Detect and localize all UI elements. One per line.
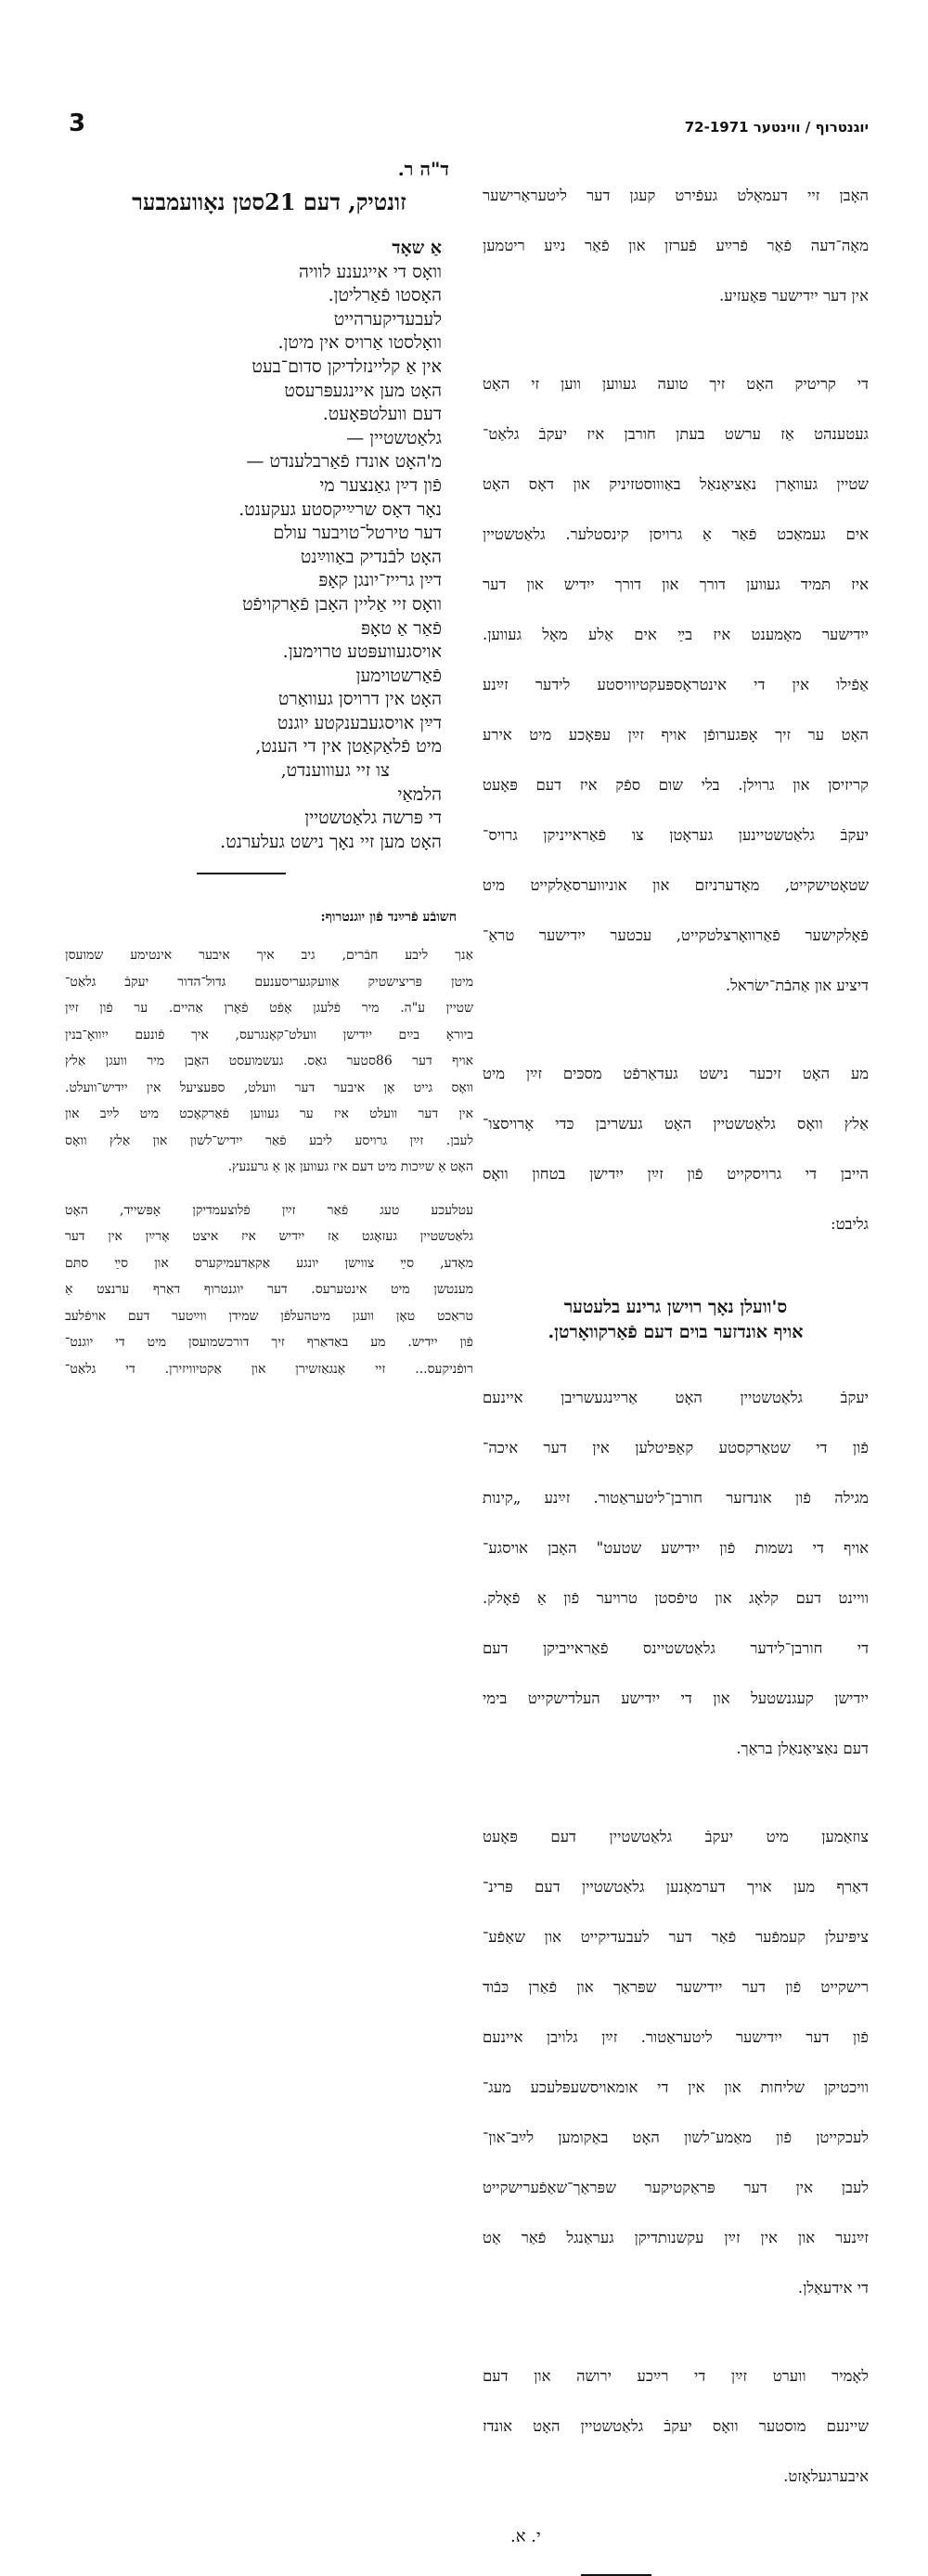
text-line: וויינט דעם קלאָג און טיפֿסטן טרויער פֿון אַ פֿאָלק.	[483, 1589, 869, 1607]
text-line: לעבן אין דער פּראַקטיקער שפּראַך־שאַפֿערישקייט	[483, 2179, 869, 2196]
poem-line: מ'האָט אונדז פֿאַרבלענדט —	[246, 451, 442, 472]
poem-line: דײַן גרייז־יונגן קאָפּ	[318, 570, 442, 591]
poem-line: האָט מען זיי נאָך נישט געלערנט.	[220, 831, 442, 852]
poem-line: גלאַטשטיין —	[346, 427, 442, 448]
text-line: צוזאַמען מיט יעקבֿ גלאַטשטיין דעם פּאָעט	[483, 1828, 869, 1845]
text-line: אַנך ליבע חבֿרים, גיב איך איבער אינטימע שמועסן	[65, 948, 473, 964]
poem-line: נאָר דאָס שרײַיקסטע געקענט.	[238, 498, 442, 520]
text-line: האָבן זיי דעמאָלט געפֿירט קעגן דער ליטעראַרישער	[483, 187, 869, 204]
left-column	[65, 158, 473, 1399]
text-line: ביוראָ בײַם ייִדישן וועלט־קאָנגרעס, איך פֿונעם ייִוואָ־בנין	[65, 1027, 473, 1042]
poem-line: האָסטו פֿאַרליטן.	[328, 285, 442, 306]
critique-paragraph	[483, 346, 869, 1023]
text-line: ייִדישן קעגנשטעל און די ייִדישע העלדישקייט בימי	[483, 1689, 869, 1707]
poem-line: צו זיי געוווענדט,	[280, 760, 390, 782]
poem-line: פֿאַר אַ טאָפּ	[360, 617, 442, 639]
text-line: ייִדישער מאָמענט איז בײַ אים אַלע מאָל געווען.	[483, 626, 869, 643]
quote-line: אויף אונדזער בוים דעם פֿאַרקוואָרטן.	[548, 1322, 804, 1342]
text-line: דעם נאַציאָנאַלן בראַך.	[736, 1740, 869, 1757]
text-line: האָט אַ שײַכות מיט דעם איז געווען אָן אַ גרענעץ.	[227, 1159, 473, 1175]
text-line: יעקבֿ גלאַטשטיינען געראָטן צו פֿאַראייניקן גרויס־	[483, 826, 869, 844]
text-line: אין דער ייִדישער פּאָעזיע.	[719, 287, 869, 304]
text-line: פֿון ייִדיש. מע באַדאַרף זיך דורכשמועסן מיט די יוגנט־	[65, 1335, 473, 1351]
text-line: איבערגעלאָזט.	[783, 2467, 869, 2485]
text-line: אַלץ וואָס גלאַטשטיין האָט געשריבן כּדי אָרויסצו־	[483, 1115, 869, 1133]
text-line: די חורבן־לידער גלאַטשטיינס פֿאַראייביקן דעם	[483, 1639, 869, 1657]
closing-paragraph	[483, 2338, 869, 2514]
poem-end-rule	[197, 873, 286, 874]
text-line: רופֿניקעס... זיי אָנגאַזשירן און אַקטיוויזירן. די גלאַט־	[65, 1361, 473, 1377]
text-line: ציפּיעלן קעמפֿער פֿאַר דער לעבעדיקייט און שאַפֿע־	[483, 1928, 869, 1946]
letter-paragraph	[65, 942, 473, 1181]
page-number: 3	[69, 110, 86, 137]
text-line: שטאָטישקייט, מאָדערניזם און אוניווערסאַלקייט מיט	[483, 876, 869, 894]
fighter-paragraph	[483, 1799, 869, 2325]
text-line: געטענהט אַז ערשט בעתן חורבן איז יעקבֿ גלאַט־	[483, 425, 869, 443]
text-line: גלאַטשטיין געזאָגט אַז ייִדיש איז איצט אָרײַן אין דער	[65, 1229, 473, 1245]
text-line: לעכקייטן פֿון מאַמע־לשון האָט באַקומען לײַב־און־	[483, 2129, 869, 2146]
right-column	[483, 158, 869, 2576]
poem-line: האָט לבֿנדיק באַווײַנט	[300, 546, 442, 567]
poem	[135, 237, 442, 854]
text-line: דיציע און אַהבֿת־ישׂראל.	[725, 977, 869, 994]
text-line: זײַנער און אין זײַן עקשנותדיקן געראַנגל פֿאַר אַט	[483, 2229, 869, 2246]
poem-line: אַ שאָד	[392, 238, 442, 258]
poem-line: וואָלסטו אַרויס אין מיטן.	[277, 332, 442, 354]
poem-line: אין אַ קליינזלדיקן סדום־בעט	[251, 356, 442, 377]
poem-line: וואָס זיי אַליין האָבן פֿאַרקויפֿט	[242, 593, 442, 615]
text-line: וויכטיקן שליחות און אין די אומאויסשעפּלעכע מעג־	[483, 2078, 869, 2096]
signature: י. א.	[510, 2527, 541, 2546]
text-line: גליבט:	[831, 1215, 869, 1233]
poem-line: די פּרשה גלאַטשטיין	[304, 808, 442, 829]
poem-line: וואָס די אייגענע לוויה	[298, 261, 442, 282]
agreement-paragraph	[483, 1036, 869, 1262]
text-line: וואָס גייט אָן איבער דער וועלט, ספּעציעל אין ייִדיש־וועלט.	[65, 1080, 473, 1095]
text-line: מגילה פֿון אונדזער חורבן־ליטעראַטור. זײַנע „קינות	[483, 1489, 869, 1507]
poem-line: לעבעדיקערהייט	[333, 308, 442, 330]
text-line: שיינעם מוסטער וואָס יעקבֿ גלאַטשטיין האָט אונדז	[483, 2417, 869, 2435]
poem-line: פֿון דײַן גאַנצער מי	[319, 474, 442, 496]
text-line: קריזיסן און גרוילן. בלי שום ספֿק איז דעם פּאָעט	[483, 776, 869, 794]
text-line: לעבן. זײַן גרויסע ליבע פֿאַר ייִדיש־לשון און אַלץ וואָס	[65, 1133, 473, 1148]
holocaust-paragraph	[483, 1360, 869, 1786]
text-line: רישקייט פֿון דער ייִדישער שפּראַך און פֿאַרן כּבֿוד	[483, 1978, 869, 1996]
poem-line: הלמאַי	[397, 783, 442, 805]
text-line: פֿון די שטאַרקסטע קאַפּיטלען אין דער איכה־	[483, 1439, 869, 1456]
poem-line: מיט פֿלאַקאַטן אין די הענט,	[255, 736, 442, 757]
poem-line: דער טירטל־טויבער עולם	[273, 523, 442, 544]
poem-line: דעם וועלטפּאָעט.	[322, 404, 442, 425]
text-line: עטלעכע טעג פֿאַר זײַן פֿלוצעמדיקן אָפּשייד, האָט	[65, 1202, 473, 1218]
text-line: מע האָט זיכער נישט געדאַרפֿט מסכּים זײַן מיט	[483, 1065, 869, 1082]
text-line: פֿון דער ייִדישער ליטעראַטור. זײַן גלויבן איינעם	[483, 2028, 869, 2046]
quote-line: ס'וועלן נאָך רוישן גרינע בלעטער	[563, 1297, 788, 1317]
text-line: די אידעאַלן.	[797, 2279, 869, 2297]
author-credit: ד"ה ר.	[397, 158, 449, 180]
text-line: מיטן פּריצישטיק אַוועקגעריסענעם גדול־הדור יעקבֿ גלאַט־	[65, 974, 473, 990]
poem-line: דײַן אויסגעבענקטע יוגנט	[277, 712, 442, 733]
text-line: הייבן די גרויסקייט פֿון זײַן ייִדישן בטחון וואָס	[483, 1165, 869, 1183]
text-line: יעקבֿ גלאַטשטיין האָט אַרײַנגעשריבן איינעם	[483, 1389, 869, 1406]
text-line: אויף דער 86סטער גאַס. געשמועסט האָבן מיר וועגן אַלץ	[65, 1054, 473, 1069]
text-line: לאָמיר ווערט זײַן די רײַכע ירושה און דעם	[483, 2367, 869, 2385]
text-line: מאָה־דעה פֿאַר פֿרײַע פֿערזן און פֿאַר נײַע ריטמען	[483, 237, 869, 254]
quote-heading	[483, 1295, 869, 1345]
date-heading: זונטיק, דעם 21סטן נאָוועמבער	[132, 188, 406, 215]
text-line: אַפֿילו אין די אינטראָספּעקטיוויסטע לידער זײַנע	[483, 676, 869, 693]
text-line: דאַרף מען אויך דערמאָנען גלאַטשטיין דעם פּרינ־	[483, 1878, 869, 1896]
correspondence-title: חשובֿע פֿרײַנד פֿון יוגנטרוף:	[320, 910, 457, 926]
text-line: די קריטיק האָט זיך טועה געווען ווען זי האָט	[483, 375, 869, 393]
text-line: פֿאָלקישער פֿאַרוואָרצלטקייט, עכטער ייִדישער טראַ־	[483, 926, 869, 944]
text-line: אין דער וועלט איז ער געווען פֿאַרקאָכט מיט לײַב און	[65, 1107, 473, 1122]
text-line: האָט ער זיך אָפּגערופֿן אויף זײַן עפּאָכע מיט אירע	[483, 726, 869, 744]
text-line: איז תּמיד געווען דורך און דורך ייִדיש און דער	[483, 576, 869, 593]
text-line: אים געמאַכט פֿאַר אַ גרויסן קינסטלער. גלאַטשטיין	[483, 525, 869, 543]
text-line: שטיין ע"ה. מיר פֿלעגן אָפֿט פֿאָרן אַהיים. ער פֿון זײַן	[65, 1001, 473, 1016]
text-line: אויף די נשמות פֿון ייִדישע שטעט" האָבן אויסגע־	[483, 1539, 869, 1557]
text-line: טראַכט טאָן וועגן מיטהעלפֿן שמידן ווײַטער דעם אויפֿלעב	[65, 1308, 473, 1324]
poem-line: האָט אין דרויסן געוואַרט	[277, 689, 442, 710]
running-head: יוגנטרוף / ווינטער 72-1971	[684, 119, 869, 136]
text-line: מענטשן מיט אינטערעס. דער יוגנטרוף דאַרף ערנצט אַ	[65, 1282, 473, 1298]
poem-line: האָט מען איינגעפּרעסט	[284, 380, 442, 401]
poem-line: אויסגעוועפּטע טרוימען.	[282, 641, 442, 663]
poem-line: פֿאַרשטוימען	[355, 665, 442, 686]
text-line: מאָדע, סײַ צווישן יונגע אַקאַדעמיקערס און סײַ סתּם	[65, 1255, 473, 1271]
intro-paragraph	[483, 158, 869, 333]
text-line: שטיין געוואָרן נאַציאָנאַל באַוווסטזיניק און דאָס האָט	[483, 475, 869, 493]
letter-paragraph	[65, 1197, 473, 1383]
